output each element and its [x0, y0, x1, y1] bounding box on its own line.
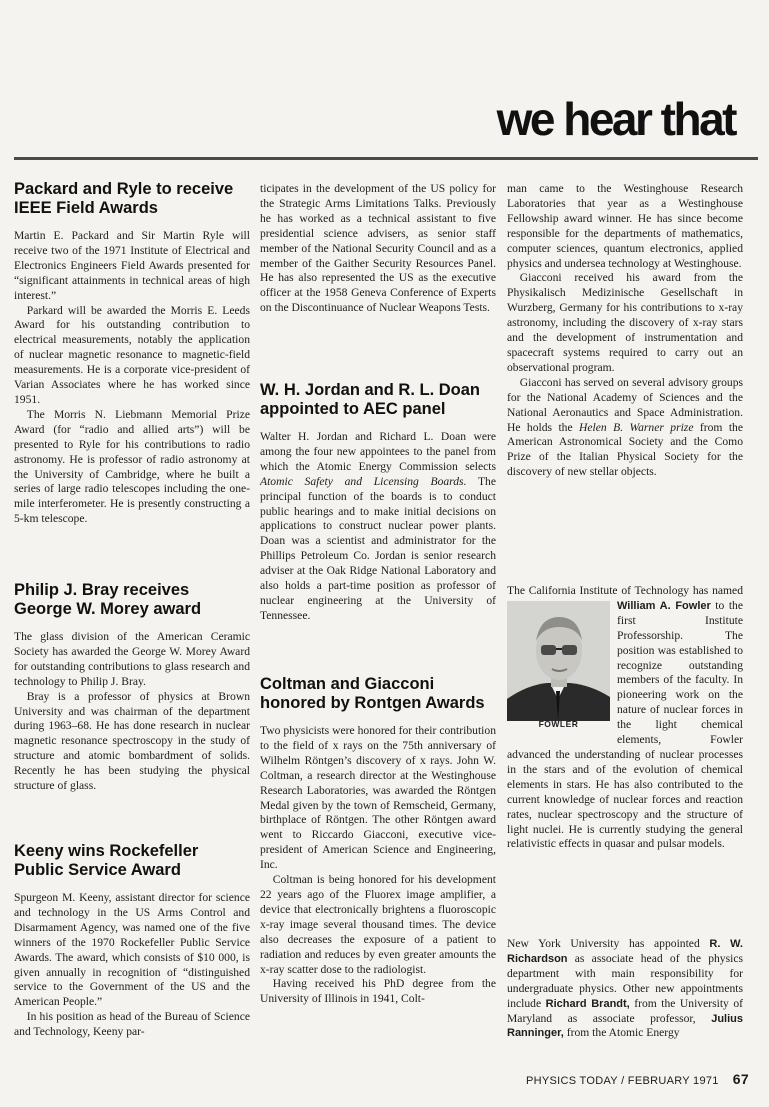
page-number: 67 — [732, 1071, 749, 1087]
paragraph: Two physicists were honored for their contribution to the field of x rays on the 75th anniversary of Wilhelm Röntgen’s discovery of x rays. John W. Coltman, a research director at the Westinghouse Research Laboratories, was awarded the Röntgen Medal given by the town of Remscheid, Germany, birthplace of Röntgen. The other Röntgen award went to Riccardo Giacconi, executive vice-president of American Science and Engineering, Inc. — [260, 724, 496, 872]
text-run: from the American Astronomical Society and the Como Prize of the Italian Physical Society for the discovery of new stellar objects. — [507, 420, 743, 479]
page-footer — [526, 1071, 749, 1087]
article-keeny — [14, 842, 250, 1040]
paragraph: Giacconi received his award from the Physikalisch Medizinische Gesellschaft in Wurzberg, Germany for his contributions to x-ray astronomy, including the discovery of x-ray stars and the development of instrumentation and spacecraft systems required to carry out an observational program. — [507, 271, 743, 374]
journal-issue: PHYSICS TODAY / FEBRUARY 1971 — [526, 1075, 719, 1087]
photo-caption: FOWLER — [538, 719, 579, 729]
article-nyu-appointments — [507, 937, 743, 1041]
paragraph: Coltman is being honored for his development 22 years ago of the Fluorex image amplifier, a device that electronically brightens a fluoroscopic x-ray image several thousand times. The device also decreases the exposure of a patient to radiation and reduces by even greater amounts the x-ray scatter dose to the radiologist. — [260, 873, 496, 976]
paragraph: ticipates in the development of the US policy for the Strategic Arms Limitations Talks. Previously he has worked as a technical assistant to five presidential science advisers, as senior staff member of the National Security Council and as a member of the Gaither Security Resources Panel. He has also represented the US as the executive officer at the 1958 Geneva Conference of Experts on the Discontinuance of Nuclear Weapons Tests. — [260, 182, 496, 315]
paragraph: Spurgeon M. Keeny, assistant director for science and technology in the US Arms Control and Disarmament Agency, was named one of the five winners of the 1970 Rockefeller Public Service Awards. The award, which consists of $10 000, is given annually in recognition of “distinguished service to the Government of the US and the American People.” — [14, 891, 250, 1009]
article-bray — [14, 581, 250, 794]
article-fowler — [507, 584, 743, 852]
paragraph: man came to the Westinghouse Research Laboratories that year as a Westinghouse Fellowship award winner. He has since become responsible for the departments of mathematics, computer sciences, quantum electronics, applied physics and undersea technology at Westinghouse. — [507, 182, 743, 270]
header-rule — [14, 157, 758, 160]
article-title: W. H. Jordan and R. L. Doan appointed to AEC panel — [260, 381, 481, 418]
person-name: Richard Brandt, — [545, 997, 630, 1010]
article-packard-ryle — [14, 180, 250, 527]
paragraph: Bray is a professor of physics at Brown University and was chairman of the department during 1963–68. He has done research in nuclear magnetic resonance spectroscopy in the study of structure and atomic bombardment of solids. Recently he has been studying the physical structure of glass. — [14, 689, 250, 793]
article-title: Coltman and Giacconi honored by Rontgen Awards — [260, 675, 485, 712]
text-run: from the University of Maryland as associate professor, — [507, 996, 743, 1025]
text-run: The California Institute of Technology has named — [507, 584, 743, 597]
fowler-photo — [507, 601, 610, 732]
paragraph — [507, 937, 743, 1041]
paragraph: The Morris N. Liebmann Memorial Prize Award (for “radio and allied arts”) will be presented to Ryle for his contributions to radio astronomy. He is professor of radio astronomy at the University of Cambridge, where he built a series of large radio telescopes including the one-mile interferometer. He is presently constructing a 5-km telescope. — [14, 407, 250, 526]
paragraph — [260, 430, 496, 624]
paragraph: Parkard will be awarded the Morris E. Leeds Award for his outstanding contribution to electrical measurements, notably the application of nuclear magnetic resonance to magnetic-field measurements. He is a corporate vice-president of Varian Associates where he has worked since 1951. — [14, 303, 250, 406]
paragraph — [507, 584, 743, 852]
article-coltman-continued — [507, 182, 743, 480]
paragraph: Martin E. Packard and Sir Martin Ryle will receive two of the 1971 Institute of Electrical and Electronics Engineers Field Awards presented for “significant attainments in technical areas of high interest.” — [14, 229, 250, 302]
person-name: R. W. Richardson — [507, 938, 743, 965]
section-masthead: we hear that — [496, 93, 735, 145]
paragraph: Having received his PhD degree from the University of Illinois in 1941, Colt- — [260, 977, 496, 1006]
text-run: Giacconi has served on several advisory groups for the National Academy of Sciences and the National Aeronautics and Space Administration. He holds the — [507, 375, 743, 434]
text-run: as associate head of the physics department with main responsibility for undergraduate physics. Other new appointments include — [507, 951, 743, 1010]
text-run: New York University has appointed — [507, 937, 710, 950]
person-name: William A. Fowler — [617, 599, 711, 612]
emphasis: Helen B. Warner prize — [579, 420, 694, 434]
article-title: Packard and Ryle to receive IEEE Field Awards — [14, 180, 234, 217]
article-keeny-continued — [260, 182, 496, 316]
emphasis: Atomic Safety and Licensing Boards. — [260, 474, 467, 488]
text-run: to the first Institute Professorship. The position was established to recognize outstanding members of the faculty. In pioneering work on the nature of nuclear forces in the light chemical elements, Fowler advanced the understanding of nuclear processes in the stars and of the evolution of chemical elements in stars. He has also contributed to the current knowledge of nuclear forces and reaction rates, nuclear spectroscopy and the structure of light nuclei. He is currently studying the general relativistic effects in quasar and pulsar models. — [507, 598, 744, 851]
article-title: Keeny wins Rockefeller Public Service Award — [14, 842, 199, 879]
article-coltman-giacconi — [260, 675, 496, 1007]
text-run: from the Atomic Energy — [563, 1026, 680, 1040]
portrait-image — [507, 601, 610, 721]
paragraph — [507, 376, 743, 480]
article-jordan-doan — [260, 381, 496, 624]
article-title: Philip J. Bray receives George W. Morey award — [14, 581, 202, 618]
paragraph: The glass division of the American Ceramic Society has awarded the George W. Morey Award for outstanding contributions to glass research and technology to Philip J. Bray. — [14, 630, 250, 688]
text-run: Walter H. Jordan and Richard L. Doan were among the four new appointees to the panel from which the Atomic Energy Commission selects — [260, 430, 496, 473]
paragraph: In his position as head of the Bureau of Science and Technology, Keeny par- — [14, 1010, 250, 1039]
text-run: The principal function of the boards is to conduct public hearings and to make initial decisions on applications to construct nuclear power plants. Doan was a scientist and administrator for the Phillips Petroleum Co. Jordan is senior research adviser at the Oak Ridge National Laboratory and also holds a part-time position as professor of nuclear engineering at the University of Tennessee. — [260, 474, 496, 622]
person-name: Julius Ranninger, — [507, 1012, 743, 1040]
